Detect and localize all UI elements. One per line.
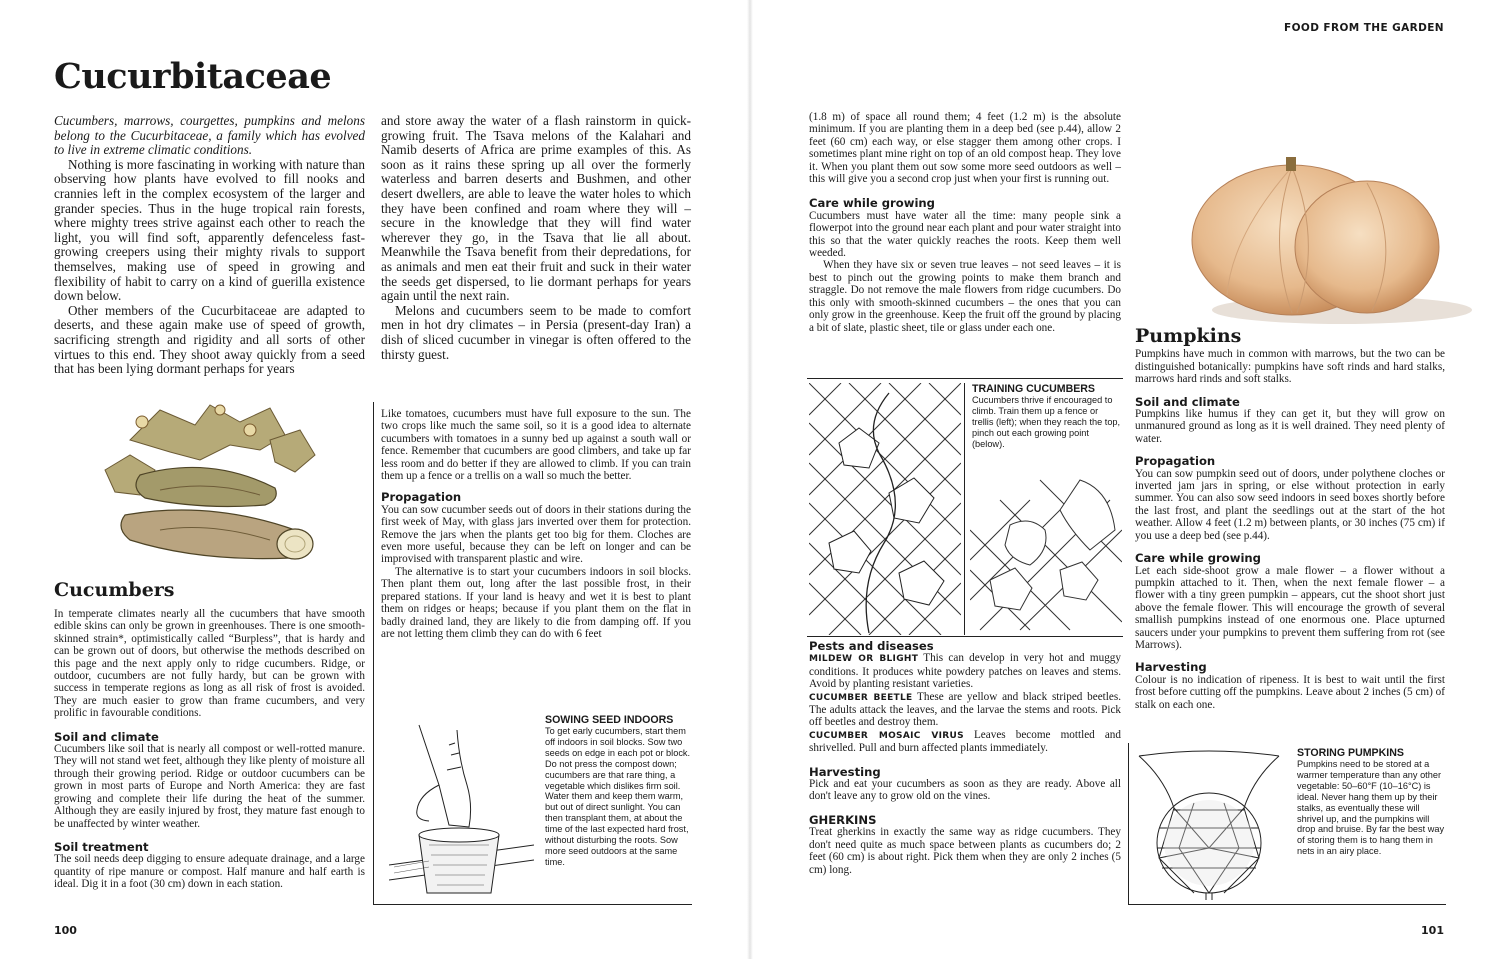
page-number-right: 101 [1421, 924, 1444, 937]
pumpkin-propagation-text: You can sow pumpkin seed out of doors, under polythene cloches or inverted jam jars in spring, or else without protection in early summer. You can also sow seed indoors in seed boxes shortly before the last frost, and plant the seedlings out at the start of the hot weather. Allow 4 feet (1.2 m) between plants, or 30 inches (75 cm) if you use a deep bed (see p.44). [1135, 467, 1445, 542]
intro-column-1 [54, 114, 365, 377]
gherkins-text: Treat gherkins in exactly the same way as ridge cucumbers. They don't need quite as much space between plants as cucumbers do; 2 feet (60 cm) is about right. Pick them when they are only 2 inches (5 cm) long. [809, 826, 1121, 876]
continued-text: (1.8 m) of space all round them; 4 feet (1.2 m) is the absolute minimum. If you are planting them in a deep bed (see p.44), allow 2 feet (60 cm) each way, or else stagger them among other crops. I sometimes plant mine right on top of an old compost heap. They love it. When you plant them out sow some more seed outdoors as well – this will give you a second crop just when your first is running out. [809, 111, 1121, 186]
pests-column [809, 640, 1121, 876]
intro-para-3: Other members of the Cucurbitaceae are adapted to deserts, and these again make use of speed of growth, sacrificing strength and rigidity and all sorts of other virtues to this end. They shoot away quickly from a seed that has been lying dormant perhaps for years [54, 302, 365, 377]
pumpkin-propagation-heading: Propagation [1135, 454, 1216, 469]
propagation-heading: Propagation [381, 490, 462, 505]
sowing-caption [545, 714, 695, 868]
pumpkin-harvesting-text: Colour is no indication of ripeness. It is best to wait until the first frost before cutting off the pumpkins. Leave about 2 inches (5 cm) of stalk on each one. [1135, 673, 1445, 711]
illustration-top-rule [807, 378, 1123, 379]
intro-para-5: Melons and cucumbers seem to be made to comfort men in hot dry climates – in Persia (present-day Iran) a dish of sliced cucumber in vinegar is often offered to the thirsty guest. [381, 302, 691, 362]
harvesting-text: Pick and eat your cucumbers as soon as they are ready. Above all don't leave any to grow old on the vines. [809, 778, 1121, 803]
pumpkins-intro: Pumpkins have much in common with marrows, but the two can be distinguished botanically: pumpkins have soft rinds and hard stalks, marrows hard rinds and soft stalks. [1135, 348, 1445, 386]
soil-treatment-heading: Soil treatment [54, 839, 149, 854]
pumpkin-illustration [1172, 135, 1472, 335]
cultivation-column [381, 408, 691, 640]
storing-box-left-rule [1128, 743, 1129, 905]
propagation-para-1: You can sow cucumber seeds out of doors in their stations during the first week of May, with glass jars inverted over them for protection. Remove the jars when the plants get too big for them. Cloches are even more useful, because they can be left on longer and can be improvised with transparent plastic and wire. [381, 503, 691, 566]
intro-column-2 [381, 114, 691, 362]
pest-item-2: CUCUMBER BEETLE These are yellow and black striped beetles. The adults attack the leaves, and the larvae the stems and roots. Pick off beetles and destroy them. [809, 690, 1121, 729]
intro-para-2: Nothing is more fascinating in working with nature than observing how plants have evolved to fill nooks and crannies left in the complex ecosystem of the larger and grander species. Thus in the huge tropical rain forests, where mighty trees strive against each other to reach the light, you will find soft, apparently defenceless fast-growing creepers using their mighty rivals to support themselves, making use of speed in growing and flexibility of habit to carry on a kind of guerilla existence down below. [54, 156, 365, 304]
trellis-illustration [809, 383, 961, 635]
page-number-left: 100 [54, 924, 77, 937]
training-caption-title: TRAINING CUCUMBERS [972, 383, 1096, 395]
pumpkin-care-text: Let each side-shoot grow a male flower – a flower without a pumpkin attached to it. Then, when the next female flower – a flower with a tiny green pumpkin – appears, cut the shoot short just above the female flower. This will encourage the growth of several smallish pumpkins instead of one enormous one. Place upturned saucers under your pumpkins to prevent them suffering from rot (see Marrows). [1135, 564, 1445, 651]
intro-para-4: and store away the water of a flash rainstorm in quick-growing fruit. The Tsava melons of the Kalahari and Namib deserts of Africa are prime examples of this. As soon as it rains these spring up all over the formerly waterless and barren deserts and Bushmen, and other desert dwellers, are able to leave the water holes to which they have been confined and roam where they will – secure in the knowledge that they will find water wherever they go, in the Tsava that lie all about. Meanwhile the Tsava benefit from their depredations, for as animals and men eat their fruit and suck in their water the seeds get dispersed, to lie dormant perhaps for years again until the next rain. [381, 113, 691, 304]
right-page [752, 0, 1500, 959]
storing-caption [1297, 747, 1445, 857]
soil-treatment-text: The soil needs deep digging to ensure adequate drainage, and a large quantity of ripe manure or compost. Half manure and half earth is ideal. Dig it in a foot (30 cm) down in each station. [54, 853, 365, 891]
care-heading: Care while growing [809, 196, 935, 211]
intro-para-1: Cucumbers, marrows, courgettes, pumpkins and melons belong to the Cucurbitaceae, a family which has evolved to live in extreme climatic conditions. [54, 113, 365, 158]
sowing-caption-text: To get early cucumbers, start them off indoors in soil blocks. Sow two seeds on edge in each pot or block. Do not press the compost down; cucumbers are that rare thing, a vegetable which dislikes firm soil. Water them and keep them warm, but out of direct sunlight. You can then transplant them, at about the time of the last expected hard frost, without disturbing the roots. Sow more seed outdoors at the same time. [545, 726, 691, 867]
propagation-para-2: The alternative is to start your cucumbers indoors in soil blocks. Then plant them out, long after the last possible frost, in their prepared stations. If your land is heavy and wet it is best to plant them on ridges or heaps; because if you plant them on the flat in badly drained land, they are likely to die from damping off. If you are not letting them climb they can do with 6 feet [381, 565, 691, 640]
illustration-bottom-rule [807, 636, 1123, 637]
cultivation-intro: Like tomatoes, cucumbers must have full exposure to the sun. The two crops like much the same soil, so it is a good idea to alternate cucumbers with tomatoes in a sunny bed up against a south wall or fence. Remember that cucumbers are good climbers, and take up far less room and do better if they are allowed to climb. If you can train them up a fence or a trellis on a wall so much the better. [381, 408, 691, 483]
illustration-divider [964, 383, 965, 635]
pumpkin-soil-heading: Soil and climate [1135, 394, 1240, 409]
training-caption-text: Cucumbers thrive if encouraged to climb. Train them up a fence or trellis (left); when they reach the top, pinch out each growing point (below). [972, 395, 1121, 449]
harvesting-heading: Harvesting [809, 764, 881, 779]
care-para-1: Cucumbers must have water all the time: many people sink a flowerpot into the ground near each plant and pour water straight into this so that the water quickly reaches the roots. Keep them well weeded. [809, 209, 1121, 260]
sowing-illustration [389, 715, 534, 900]
training-caption [972, 383, 1122, 450]
pinching-illustration [970, 470, 1122, 635]
box-bottom-rule [373, 904, 692, 905]
gherkins-heading: GHERKINS [809, 812, 877, 827]
pest-item-1: MILDEW OR BLIGHT This can develop in very hot and muggy conditions. It produces white powdery patches on leaves and stems. Avoid by planting resistant varieties. [809, 652, 1121, 691]
pest-item-3: CUCUMBER MOSAIC VIRUS Leaves become mottled and shrivelled. Pull and burn affected plants immediately. [809, 728, 1121, 755]
soil-climate-heading: Soil and climate [54, 729, 159, 744]
cucumbers-heading: Cucumbers [54, 579, 175, 601]
cucumber-continued-column [809, 111, 1121, 334]
pests-heading: Pests and diseases [809, 639, 934, 653]
cucumbers-text: In temperate climates nearly all the cucumbers that have smooth edible skins can only be grown in greenhouses. There is one smooth-skinned strain*, optimistically called “Burpless”, that is hardy and can be grown out of doors, but otherwise the methods described on this page and the next apply only to ridge cucumbers. Ridge, or outdoor, cucumbers are not fully hardy, but can be grown with success in temperate regions as long as all risk of frost is avoided. They are much easier to grow than frame cucumbers, and very prolific in favourable conditions. [54, 608, 365, 720]
storing-box-bottom-rule [1128, 904, 1446, 905]
pumpkin-care-heading: Care while growing [1135, 551, 1261, 566]
pumpkins-heading: Pumpkins [1135, 325, 1242, 347]
cucumbers-section [54, 608, 365, 891]
storing-caption-text: Pumpkins need to be stored at a warmer temperature than any other vegetable: 50–60°F (10–16°C) is ideal. Never hang them up by their stalks, as eventually these will shrivel up, and the pumpkins will drop and bruise. By far the best way of storing them is to hang them in nets in an airy place. [1297, 759, 1445, 857]
care-para-2: When they have six or seven true leaves – not seed leaves – it is best to pinch out the growing points to make them branch and straggle. Do not remove the male flowers from ridge cucumbers. Do this only with smooth-skinned cucumbers – the ones that you can only grow in the greenhouse. Keep the fruit off the ground by placing a bit of slate, plastic sheet, tile or glass under each one. [809, 259, 1121, 334]
pumpkin-net-illustration [1134, 748, 1284, 900]
soil-climate-text: Cucumbers like soil that is nearly all compost or well-rotted manure. They will not stand wet feet, although they like plenty of moisture all through their growing period. Ridge or outdoor cucumbers can be grown in most parts of Europe and North America: they are fast growing and complete their life during the heat of the summer. Although they are easily injured by frost, they mature fast enough to be unaffected by winter weather. [54, 743, 365, 830]
pumpkins-column [1135, 325, 1445, 711]
sowing-caption-title: SOWING SEED INDOORS [545, 714, 674, 726]
storing-caption-title: STORING PUMPKINS [1297, 747, 1404, 759]
pumpkin-harvesting-heading: Harvesting [1135, 660, 1207, 675]
running-header: FOOD FROM THE GARDEN [1284, 22, 1444, 34]
left-page [0, 0, 748, 959]
cucumber-illustration [100, 400, 325, 568]
page-title: Cucurbitaceae [54, 56, 332, 97]
pumpkin-soil-text: Pumpkins like humus if they can get it, but they will grow on unmanured ground as long as it is well drained. They need plenty of water. [1135, 408, 1445, 445]
column-rule [373, 402, 374, 905]
